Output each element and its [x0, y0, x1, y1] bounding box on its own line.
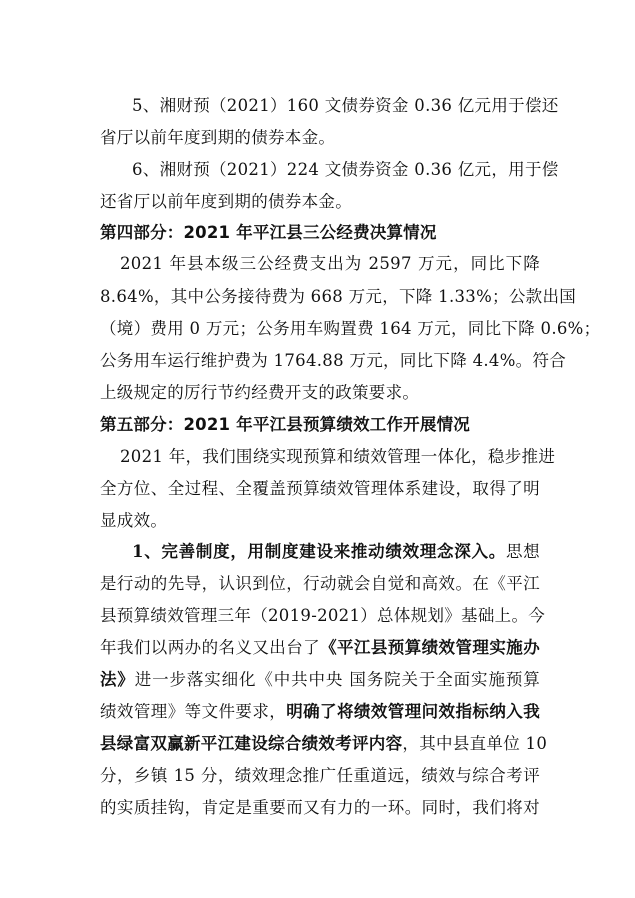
item-1-line-5 [100, 669, 540, 691]
item-1-line-7-bold: 县绿富双赢新平江建设综合绩效考评内容 [100, 734, 403, 753]
para-5-line-1: 5、湘财预（2021）160 文债券资金 0.36 亿元用于偿还 [132, 96, 559, 115]
sangong-line-4: 公务用车运行维护费为 1764.88 万元，同比下降 4.4%。符合 [100, 351, 567, 370]
item-1-title: 1、完善制度，用制度建设来推动绩效理念深入。 [132, 542, 506, 561]
item-1-line-6-plain: 绩效管理》等文件要求， [100, 702, 287, 721]
item-1-line-8: 分，乡镇 15 分，绩效理念推广任重道远，绩效与综合考评 [100, 766, 540, 785]
intro-line-2: 全方位、全过程、全覆盖预算绩效管理体系建设，取得了明 [100, 479, 540, 498]
sangong-line-3: （境）费用 0 万元；公务用车购置费 164 万元，同比下降 0.6%； [100, 319, 601, 338]
item-1-line-9: 的实质挂钩，肯定是重要而又有力的一环。同时，我们将对 [100, 798, 540, 817]
item-1-line-7-plain: ，其中县直单位 10 [402, 734, 548, 753]
item-1-line-4-bold: 《平江县预算绩效管理实施办 [320, 638, 540, 657]
item-1-line-3: 县预算绩效管理三年（2019-2021）总体规划》基础上。今 [100, 606, 546, 625]
item-1-line-5-bold: 法》 [100, 670, 135, 689]
item-1-line-4 [100, 637, 540, 659]
item-1-line-7 [100, 733, 548, 755]
item-1-line-5-plain: 进一步落实细化《中共中央 国务院关于全面实施预算 [134, 670, 540, 689]
sangong-line-2: 8.64%，其中公务接待费为 668 万元，下降 1.33%；公款出国 [100, 287, 577, 306]
intro-line-3: 显成效。 [100, 511, 168, 530]
section-5-heading: 第五部分：2021 年平江县预算绩效工作开展情况 [100, 415, 470, 434]
item-1-line-1 [132, 541, 540, 563]
item-1-line-6-bold: 明确了将绩效管理问效指标纳入我 [286, 702, 540, 721]
item-1-line-4-plain: 年我们以两办的名义又出台了 [100, 638, 321, 657]
intro-line-1: 2021 年，我们围绕实现预算和绩效管理一体化，稳步推进 [120, 447, 556, 466]
sangong-line-1: 2021 年县本级三公经费支出为 2597 万元，同比下降 [120, 254, 540, 273]
item-1-line-1-rest: 思想 [505, 542, 540, 561]
para-6-line-1: 6、湘财预（2021）224 文债券资金 0.36 亿元，用于偿 [132, 160, 559, 179]
sangong-line-5: 上级规定的厉行节约经费开支的政策要求。 [100, 383, 420, 402]
item-1-line-6 [100, 701, 540, 723]
section-4-heading: 第四部分：2021 年平江县三公经费决算情况 [100, 223, 437, 242]
para-6-line-2: 还省厅以前年度到期的债券本金。 [100, 192, 352, 211]
item-1-line-2: 是行动的先导，认识到位，行动就会自觉和高效。在《平江 [100, 574, 540, 593]
para-5-line-2: 省厅以前年度到期的债券本金。 [100, 128, 336, 147]
